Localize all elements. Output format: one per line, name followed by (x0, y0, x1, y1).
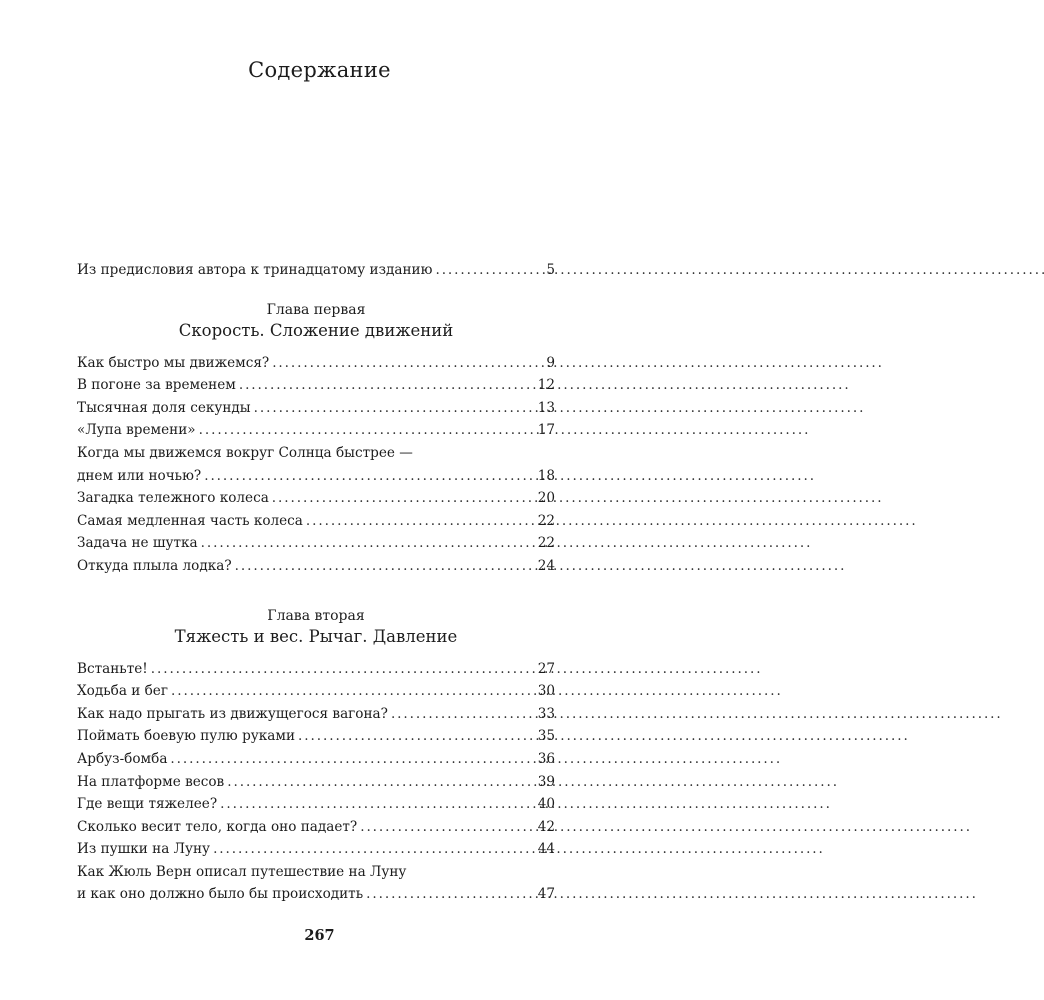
dot-leader (220, 793, 535, 816)
toc-entry-title: Как надо прыгать из движущегося вагона? (77, 705, 388, 722)
dot-leader (254, 397, 535, 420)
dot-leader (239, 374, 535, 397)
toc-entry-page: 39 (537, 773, 555, 790)
toc-entry-title: Из предисловия автора к тринадцатому изданию (77, 262, 433, 278)
toc-entry[interactable] (77, 555, 555, 578)
toc-entry[interactable] (77, 510, 555, 533)
dot-leader (272, 487, 535, 510)
toc-entry-title-line2: днем или ночью? (77, 467, 202, 484)
toc-entry[interactable] (77, 397, 555, 420)
toc-entry-page: 40 (537, 796, 555, 813)
toc-entry[interactable] (77, 658, 555, 681)
dot-leader (306, 510, 535, 533)
toc-entry[interactable] (77, 532, 555, 555)
dot-leader (298, 725, 535, 748)
toc-entry-page: 42 (537, 818, 555, 835)
toc-entry[interactable] (77, 703, 555, 726)
toc-entry-title: На платформе весов (77, 773, 225, 790)
dot-leader (391, 703, 535, 726)
toc-entry[interactable] (77, 771, 555, 794)
toc-entry[interactable] (77, 419, 555, 442)
toc-entry-page: 18 (537, 467, 555, 484)
page-number: 267 (304, 927, 335, 944)
toc-entry-multiline[interactable] (77, 861, 555, 906)
toc-entry-page: 36 (537, 750, 555, 767)
toc-entry[interactable] (77, 816, 555, 839)
toc-entry-title: Из пушки на Луну (77, 841, 211, 858)
toc-entry-page: 35 (537, 728, 555, 745)
toc-entry-title: Задача не шутка (77, 535, 198, 552)
toc-entry-title-line1: Когда мы движемся вокруг Солнца быстрее — (77, 444, 413, 461)
dot-leader (435, 259, 533, 282)
chapter-name: Тяжесть и вес. Рычаг. Давление (174, 626, 458, 646)
toc-entry-page: 9 (546, 354, 555, 371)
toc-entry-page: 13 (537, 399, 555, 416)
toc-entry-title: «Лупа времени» (77, 422, 196, 439)
toc-entry-title-line1: Как Жюль Верн описал путешествие на Луну (77, 863, 407, 880)
chapter-label: Глава вторая (267, 607, 365, 624)
chapter-heading (77, 300, 555, 342)
toc-entry-title: Тысячная доля секунды (77, 399, 251, 416)
toc-entry-page: 44 (537, 841, 555, 858)
dot-leader (204, 465, 534, 488)
toc-entry[interactable] (77, 793, 555, 816)
dot-leader (360, 816, 534, 839)
toc-entry[interactable] (77, 487, 555, 510)
toc-entry-multiline[interactable] (77, 442, 555, 487)
toc-entry[interactable] (77, 748, 555, 771)
toc-entry-page: 24 (537, 557, 555, 574)
toc-entry-page: 5 (546, 262, 555, 278)
toc-entry-page: 22 (537, 512, 555, 529)
chapter-name: Скорость. Сложение движений (178, 320, 454, 340)
dot-leader (199, 419, 535, 442)
toc-entry-title: Загадка тележного колеса (77, 490, 269, 507)
toc-entry-page: 33 (537, 705, 555, 722)
toc-entry-title: Ходьба и бег (77, 683, 168, 700)
dot-leader (151, 658, 535, 681)
chapter-heading (77, 606, 555, 648)
toc-entry-page: 20 (537, 490, 555, 507)
toc-entry-title: Откуда плыла лодка? (77, 557, 232, 574)
toc-entry-title: Поймать боевую пулю руками (77, 728, 296, 745)
table-of-contents (77, 259, 555, 906)
dot-leader (170, 748, 534, 771)
toc-entry-page: 12 (537, 377, 555, 394)
chapter-label: Глава первая (266, 301, 366, 318)
dot-leader (201, 532, 535, 555)
toc-entry[interactable] (77, 352, 555, 375)
toc-entry-title: Как быстро мы движемся? (77, 354, 270, 371)
toc-entry-title: Встаньте! (77, 660, 148, 677)
toc-entry[interactable] (77, 838, 555, 861)
toc-entry-title: В погоне за временем (77, 377, 236, 394)
dot-leader (171, 680, 535, 703)
dot-leader (227, 771, 534, 794)
page-title: Содержание (248, 58, 391, 82)
toc-entry-page: 47 (537, 886, 555, 903)
toc-entry-title: Сколько весит тело, когда оно падает? (77, 818, 358, 835)
toc-entry-page: 30 (537, 683, 555, 700)
dot-leader (272, 352, 543, 375)
dot-leader (235, 555, 535, 578)
toc-entry-intro[interactable] (77, 259, 555, 282)
toc-entry-title-line2: и как оно должно было бы происходить (77, 886, 364, 903)
toc-entry[interactable] (77, 680, 555, 703)
toc-entry-title: Арбуз-бомба (77, 750, 168, 767)
toc-entry-page: 27 (537, 660, 555, 677)
toc-entry-page: 17 (537, 422, 555, 439)
toc-entry-title: Где вещи тяжелее? (77, 796, 218, 813)
toc-entry[interactable] (77, 374, 555, 397)
dot-leader (366, 883, 535, 906)
toc-entry-page: 22 (537, 535, 555, 552)
toc-entry[interactable] (77, 725, 555, 748)
dot-leader (213, 838, 535, 861)
toc-entry-title: Самая медленная часть колеса (77, 512, 303, 529)
